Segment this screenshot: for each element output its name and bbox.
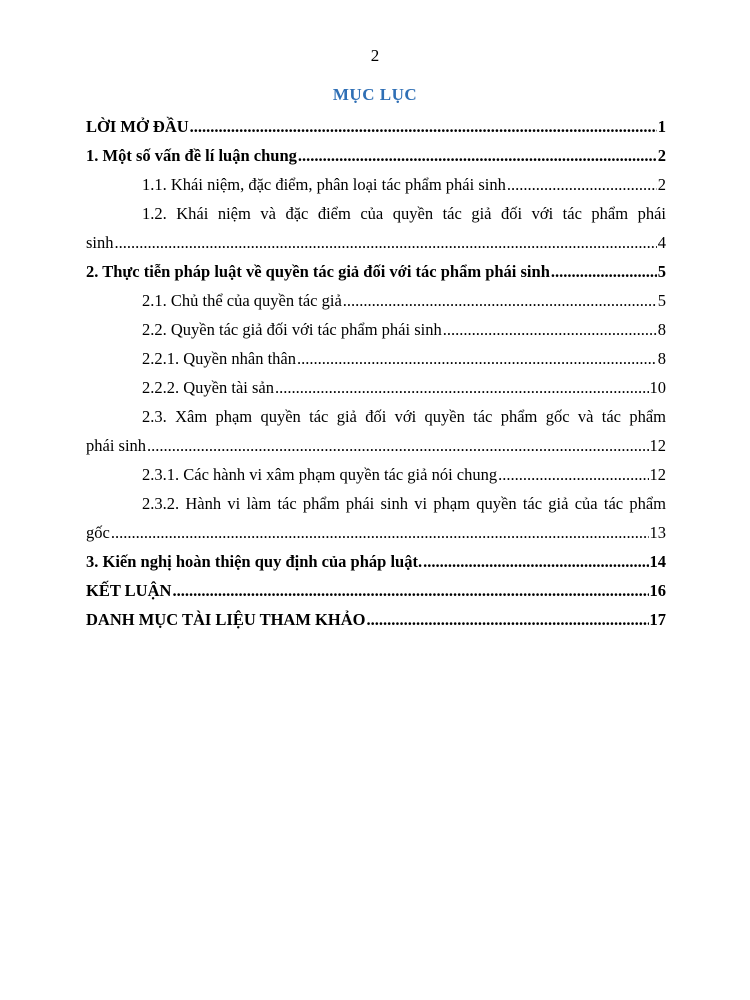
toc-entry-label-continued: gốc	[86, 523, 110, 542]
toc-entry-page: 5	[657, 291, 666, 310]
toc-entry-page: 1	[657, 117, 666, 136]
toc-entry-introduction[interactable]	[86, 112, 666, 141]
dot-leader	[297, 344, 657, 373]
toc-entry-page: 5	[657, 262, 666, 281]
toc-entry-label: 2.2.2. Quyền tài sản	[142, 378, 274, 397]
dot-leader	[147, 431, 648, 460]
dot-leader	[498, 460, 648, 489]
dot-leader	[443, 315, 657, 344]
dot-leader	[172, 576, 648, 605]
toc-entry-page: 8	[657, 320, 666, 339]
toc-entry-label-continued: phái sinh	[86, 436, 147, 455]
toc-entry-page: 13	[649, 523, 666, 542]
toc-entry-label: 2.2.1. Quyền nhân thân	[142, 349, 296, 368]
toc-title: MỤC LỤC	[332, 85, 418, 104]
toc-entry-label: 1. Một số vấn đề lí luận chung	[86, 146, 297, 165]
dot-leader	[343, 286, 657, 315]
toc-entry-section-2-3-1[interactable]	[86, 460, 666, 489]
toc-entry-label: 2. Thực tiễn pháp luật về quyền tác giả đối với tác phẩm phái sinh	[86, 262, 550, 281]
toc-entry-label: 3. Kiến nghị hoàn thiện quy định của pháp luật.	[86, 552, 423, 571]
toc-entry-section-2-1[interactable]	[86, 286, 666, 315]
dot-leader	[551, 257, 657, 286]
toc-entry-page: 17	[649, 610, 666, 629]
toc-entry-page: 10	[649, 378, 666, 397]
toc-entry-page: 14	[649, 552, 666, 571]
toc-entry-section-2-3-2[interactable]	[86, 489, 666, 547]
toc-entry-label: 2.1. Chủ thể của quyền tác giả	[142, 291, 342, 310]
page-number: 2	[370, 46, 380, 65]
toc-entry-section-2-3[interactable]	[86, 402, 666, 460]
dot-leader	[275, 373, 649, 402]
dot-leader	[115, 228, 657, 257]
toc-entry-section-2-2[interactable]	[86, 315, 666, 344]
toc-entry-section-1-1[interactable]	[86, 170, 666, 199]
toc-entry-section-1[interactable]	[86, 141, 666, 170]
dot-leader	[190, 112, 657, 141]
toc-entry-section-2[interactable]	[86, 257, 666, 286]
toc-entry-references[interactable]	[86, 605, 666, 634]
dot-leader	[366, 605, 648, 634]
toc-entry-page: 16	[649, 581, 666, 600]
toc-entry-page: 12	[649, 436, 666, 455]
toc-entry-label: KẾT LUẬN	[86, 581, 172, 600]
toc-entry-label: 1.2. Khái niệm và đặc điểm của quyền tác giả đối với tác phẩm phái	[142, 204, 666, 223]
toc-entry-page: 12	[649, 465, 666, 484]
toc-entry-page: 8	[657, 349, 666, 368]
toc-entry-label: 1.1. Khái niệm, đặc điểm, phân loại tác phẩm phái sinh	[142, 175, 506, 194]
toc-entry-conclusion[interactable]	[86, 576, 666, 605]
table-of-contents	[86, 112, 666, 634]
toc-entry-label-continued: sinh	[86, 233, 114, 252]
toc-entry-section-2-2-2[interactable]	[86, 373, 666, 402]
toc-entry-label: 2.2. Quyền tác giả đối với tác phẩm phái sinh	[142, 320, 442, 339]
toc-entry-label: 2.3. Xâm phạm quyền tác giả đối với quyền tác phẩm gốc và tác phẩm	[142, 407, 666, 426]
toc-entry-section-3[interactable]	[86, 547, 666, 576]
toc-entry-section-1-2[interactable]	[86, 199, 666, 257]
toc-entry-label: 2.3.1. Các hành vi xâm phạm quyền tác giả nói chung	[142, 465, 498, 484]
dot-leader	[111, 518, 649, 547]
dot-leader	[507, 170, 657, 199]
toc-entry-page: 4	[657, 233, 666, 252]
toc-entry-page: 2	[657, 175, 666, 194]
toc-entry-label: 2.3.2. Hành vi làm tác phẩm phái sinh vi phạm quyền tác giả của tác phẩm	[142, 494, 666, 513]
toc-entry-section-2-2-1[interactable]	[86, 344, 666, 373]
toc-entry-label: DANH MỤC TÀI LIỆU THAM KHẢO	[86, 610, 366, 629]
dot-leader	[423, 547, 648, 576]
toc-entry-page: 2	[657, 146, 666, 165]
dot-leader	[298, 141, 657, 170]
toc-entry-label: LỜI MỞ ĐẦU	[86, 117, 189, 136]
